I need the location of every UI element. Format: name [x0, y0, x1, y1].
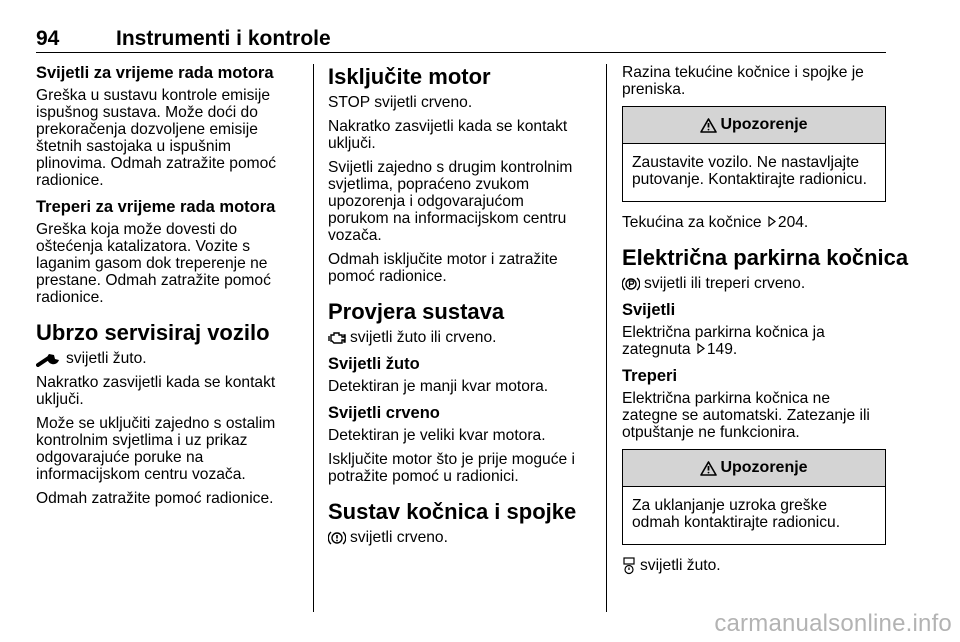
paragraph: Električna parkirna kočnica ja zategnuta 149. — [622, 324, 825, 358]
paragraph-service-brake-icon: svijetli žuto. — [622, 557, 886, 575]
page-ref-icon — [768, 216, 776, 227]
paragraph: Može se uključiti zajedno s ostalim kontrolnim svjetlima i uz prikaz odgovarajuće poruke na informacijskom centru vozača. — [36, 415, 276, 483]
paragraph: Nakratko zasvijetli kada se kontakt uključi. — [36, 374, 276, 408]
watermark: carmanualsonline.info — [714, 610, 952, 637]
heading-red: Svijetli crveno — [328, 404, 440, 422]
page-number: 94 — [36, 27, 60, 50]
paragraph: Greška u sustavu kontrole emisije ispušnog sustava. Može doći do prekoračenja dozvoljene emisije štetnih sastojaka u ispušnim plinovima. Odmah zatražite pomoć radionice. — [36, 87, 277, 189]
paragraph: Isključite motor što je prije moguće i potražite pomoć u radionici. — [328, 451, 575, 485]
paragraph: Odmah isključite motor i zatražite pomoć radionice. — [328, 251, 558, 285]
warning-title: Upozorenje — [720, 116, 808, 133]
service-brake-icon — [622, 557, 636, 575]
paragraph: STOP svijetli crveno. — [328, 94, 473, 111]
paragraph: Greška koja može dovesti do oštećenja katalizatora. Vozite s laganim gasom dok treperenje ne prestane. Odmah zatražite pomoć radionice. — [36, 221, 271, 306]
paragraph: Razina tekućine kočnice i spojke je preniska. — [622, 64, 864, 98]
heading-service: Ubrzo servisiraj vozilo — [36, 320, 270, 345]
page-ref-icon — [697, 343, 705, 354]
warning-triangle-icon — [700, 118, 717, 133]
paragraph-check-icon: svijetli žuto ili crveno. — [328, 329, 590, 346]
paragraph-fluid: Tekućina za kočnice 204. — [622, 214, 809, 231]
warning-body: Za uklanjanje uzroka greške odmah kontaktirajte radionicu. — [632, 497, 841, 531]
brake-warning-icon — [328, 530, 346, 546]
warning-body: Zaustavite vozilo. Ne nastavljajte putovanje. Kontaktirajte radionicu. — [632, 154, 867, 188]
paragraph-service-icon: svijetli žuto. — [36, 350, 298, 367]
column-divider — [313, 64, 314, 612]
page-header — [36, 26, 886, 53]
column-divider — [606, 64, 607, 612]
warning-triangle-icon — [700, 461, 717, 476]
heading-stop: Isključite motor — [328, 64, 491, 89]
heading-check: Provjera sustava — [328, 299, 505, 324]
chapter-title: Instrumenti i kontrole — [116, 27, 331, 50]
warning-box — [622, 106, 886, 202]
column-1 — [36, 64, 298, 514]
paragraph: Odmah zatražite pomoć radionice. — [36, 490, 274, 507]
heading-epb: Električna parkirna kočnica — [622, 245, 909, 270]
warning-header — [623, 450, 885, 487]
parking-brake-icon — [622, 276, 640, 292]
paragraph: Detektiran je veliki kvar motora. — [328, 427, 546, 444]
paragraph: Nakratko zasvijetli kada se kontakt uključi. — [328, 118, 568, 152]
warning-box — [622, 449, 886, 545]
heading-flash: Treperi za vrijeme rada motora — [36, 198, 276, 216]
heading-lights: Svijetli — [622, 301, 676, 319]
paragraph-epb-icon: svijetli ili treperi crveno. — [622, 275, 886, 292]
heading-steady: Svijetli za vrijeme rada motora — [36, 64, 274, 82]
paragraph: Električna parkirna kočnica ne zategne se automatski. Zatezanje ili otpuštanje ne funkcionira. — [622, 390, 870, 441]
column-2 — [328, 64, 590, 553]
paragraph: Detektiran je manji kvar motora. — [328, 378, 549, 395]
heading-brake: Sustav kočnica i spojke — [328, 499, 577, 524]
paragraph-brake-icon: svijetli crveno. — [328, 529, 590, 546]
column-3 — [622, 64, 909, 582]
engine-icon — [328, 331, 346, 345]
warning-header — [623, 107, 885, 144]
heading-yellow: Svijetli žuto — [328, 355, 420, 373]
heading-flash-epb: Treperi — [622, 367, 678, 385]
wrench-icon — [36, 351, 62, 367]
paragraph: Svijetli zajedno s drugim kontrolnim svjetlima, popraćeno zvukom upozorenja i odgovarajućom porukom na informacijskom centru vozača. — [328, 159, 573, 244]
warning-title: Upozorenje — [720, 459, 808, 476]
